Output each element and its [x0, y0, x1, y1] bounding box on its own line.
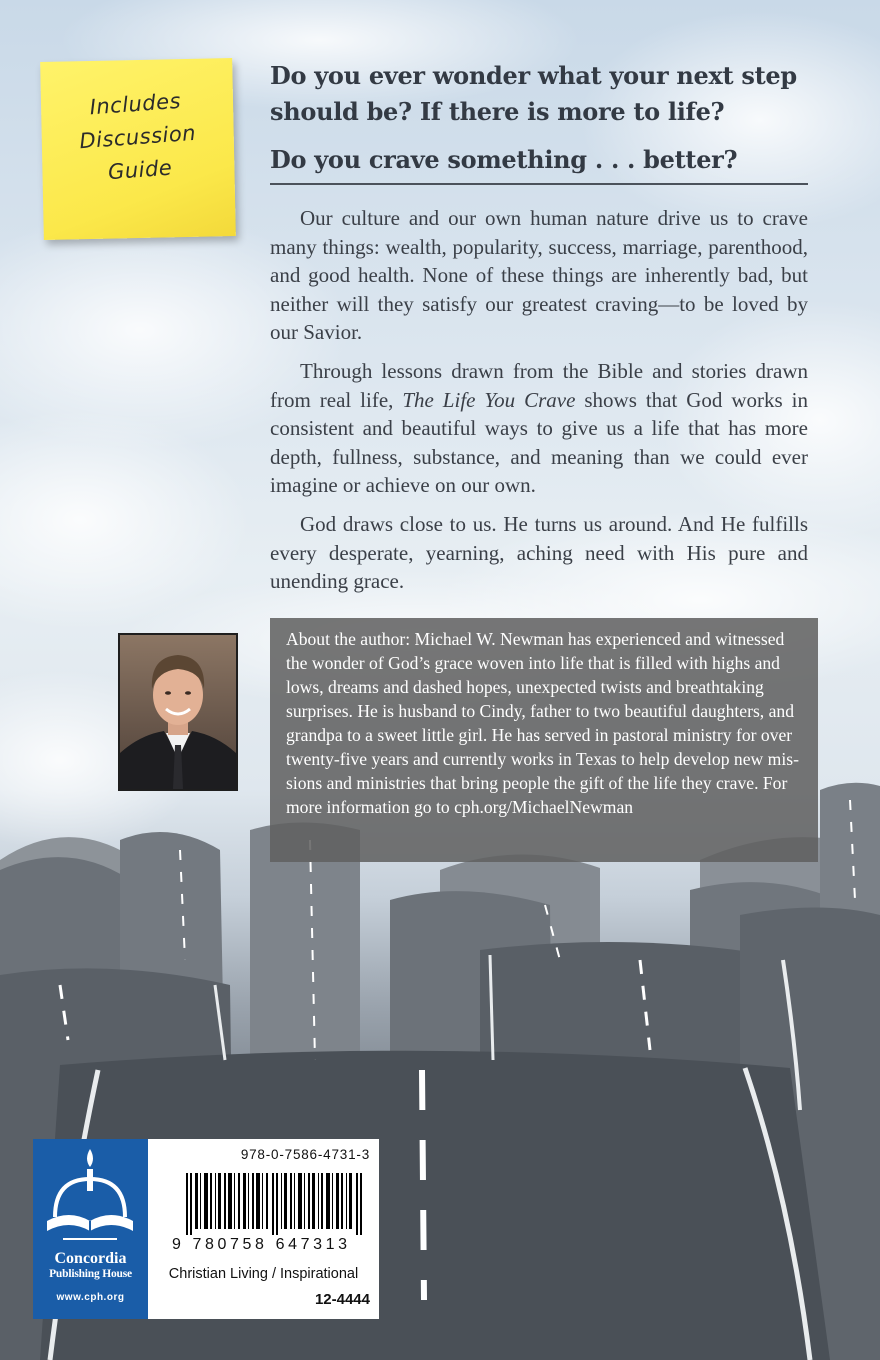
publisher-name-line-1: Concordia — [54, 1250, 127, 1267]
item-number: 12-4444 — [314, 1291, 370, 1308]
book-title: The Life You Crave — [402, 387, 576, 412]
author-bio: About the author: Michael W. Newman has experienced and witnessed the wonder of God’s grace woven into life that is filled with highs and lows, dreams and dashed hopes, unexpected twists and breathtaking surprises. He is husband to Cindy, father to two beautiful daughters, and grandpa to a sweet little girl. He has served in pastoral ministry for over twenty-five years and currently works in Texas to help develop new missions and ministries that bring people the gift of the life they crave. For more information go to cph.org/MichaelNewman — [286, 629, 799, 817]
sticky-note — [40, 58, 236, 240]
body-paragraph-2 — [270, 357, 808, 500]
sticky-line-1: Includes — [88, 88, 182, 120]
publisher-logo-block — [33, 1139, 148, 1319]
concordia-logo-icon — [33, 1139, 148, 1249]
sticky-line-3: Guide — [107, 155, 174, 185]
barcode-bars — [186, 1173, 366, 1235]
paragraph-2-end: shows that God works in consistent and beautiful ways to give us a life that has more depth, fullness, substance, and meaning than we could ever imagine or achieve on our own. — [270, 387, 808, 497]
author-photo — [118, 633, 238, 791]
barcode-digits: 9 780758 647313 — [172, 1236, 351, 1253]
paragraph-2-start: Through lessons drawn from the Bible and stories drawn from real life, — [270, 359, 808, 412]
publisher-name-line-2: Publishing House — [49, 1268, 132, 1280]
book-category: Christian Living / Inspirational — [168, 1266, 359, 1282]
headline-question-1: Do you ever wonder what your next step should be? If there is more to life? — [270, 61, 797, 126]
author-bio-panel — [270, 618, 818, 862]
headline-question-2: Do you crave something . . . better? — [270, 145, 738, 174]
isbn-number: 978-0-7586-4731-3 — [240, 1147, 370, 1162]
sticky-note-text — [38, 81, 237, 194]
author-portrait-image — [120, 635, 236, 789]
body-paragraph-1: Our culture and our own human nature drive us to crave many things: wealth, popularity, success, marriage, parenthood, and good health. None of these things are inherently bad, but neither will they satisfy our greatest craving—to be loved by our Savior. — [270, 206, 808, 344]
publisher-url: www.cph.org — [56, 1292, 125, 1303]
headline-divider — [270, 183, 808, 185]
barcode-panel — [148, 1139, 379, 1319]
sticky-line-2: Discussion — [78, 120, 197, 154]
body-paragraph-3: God draws close to us. He turns us around. And He fulfills every desperate, yearning, aching need with His pure and unending grace. — [270, 512, 808, 593]
